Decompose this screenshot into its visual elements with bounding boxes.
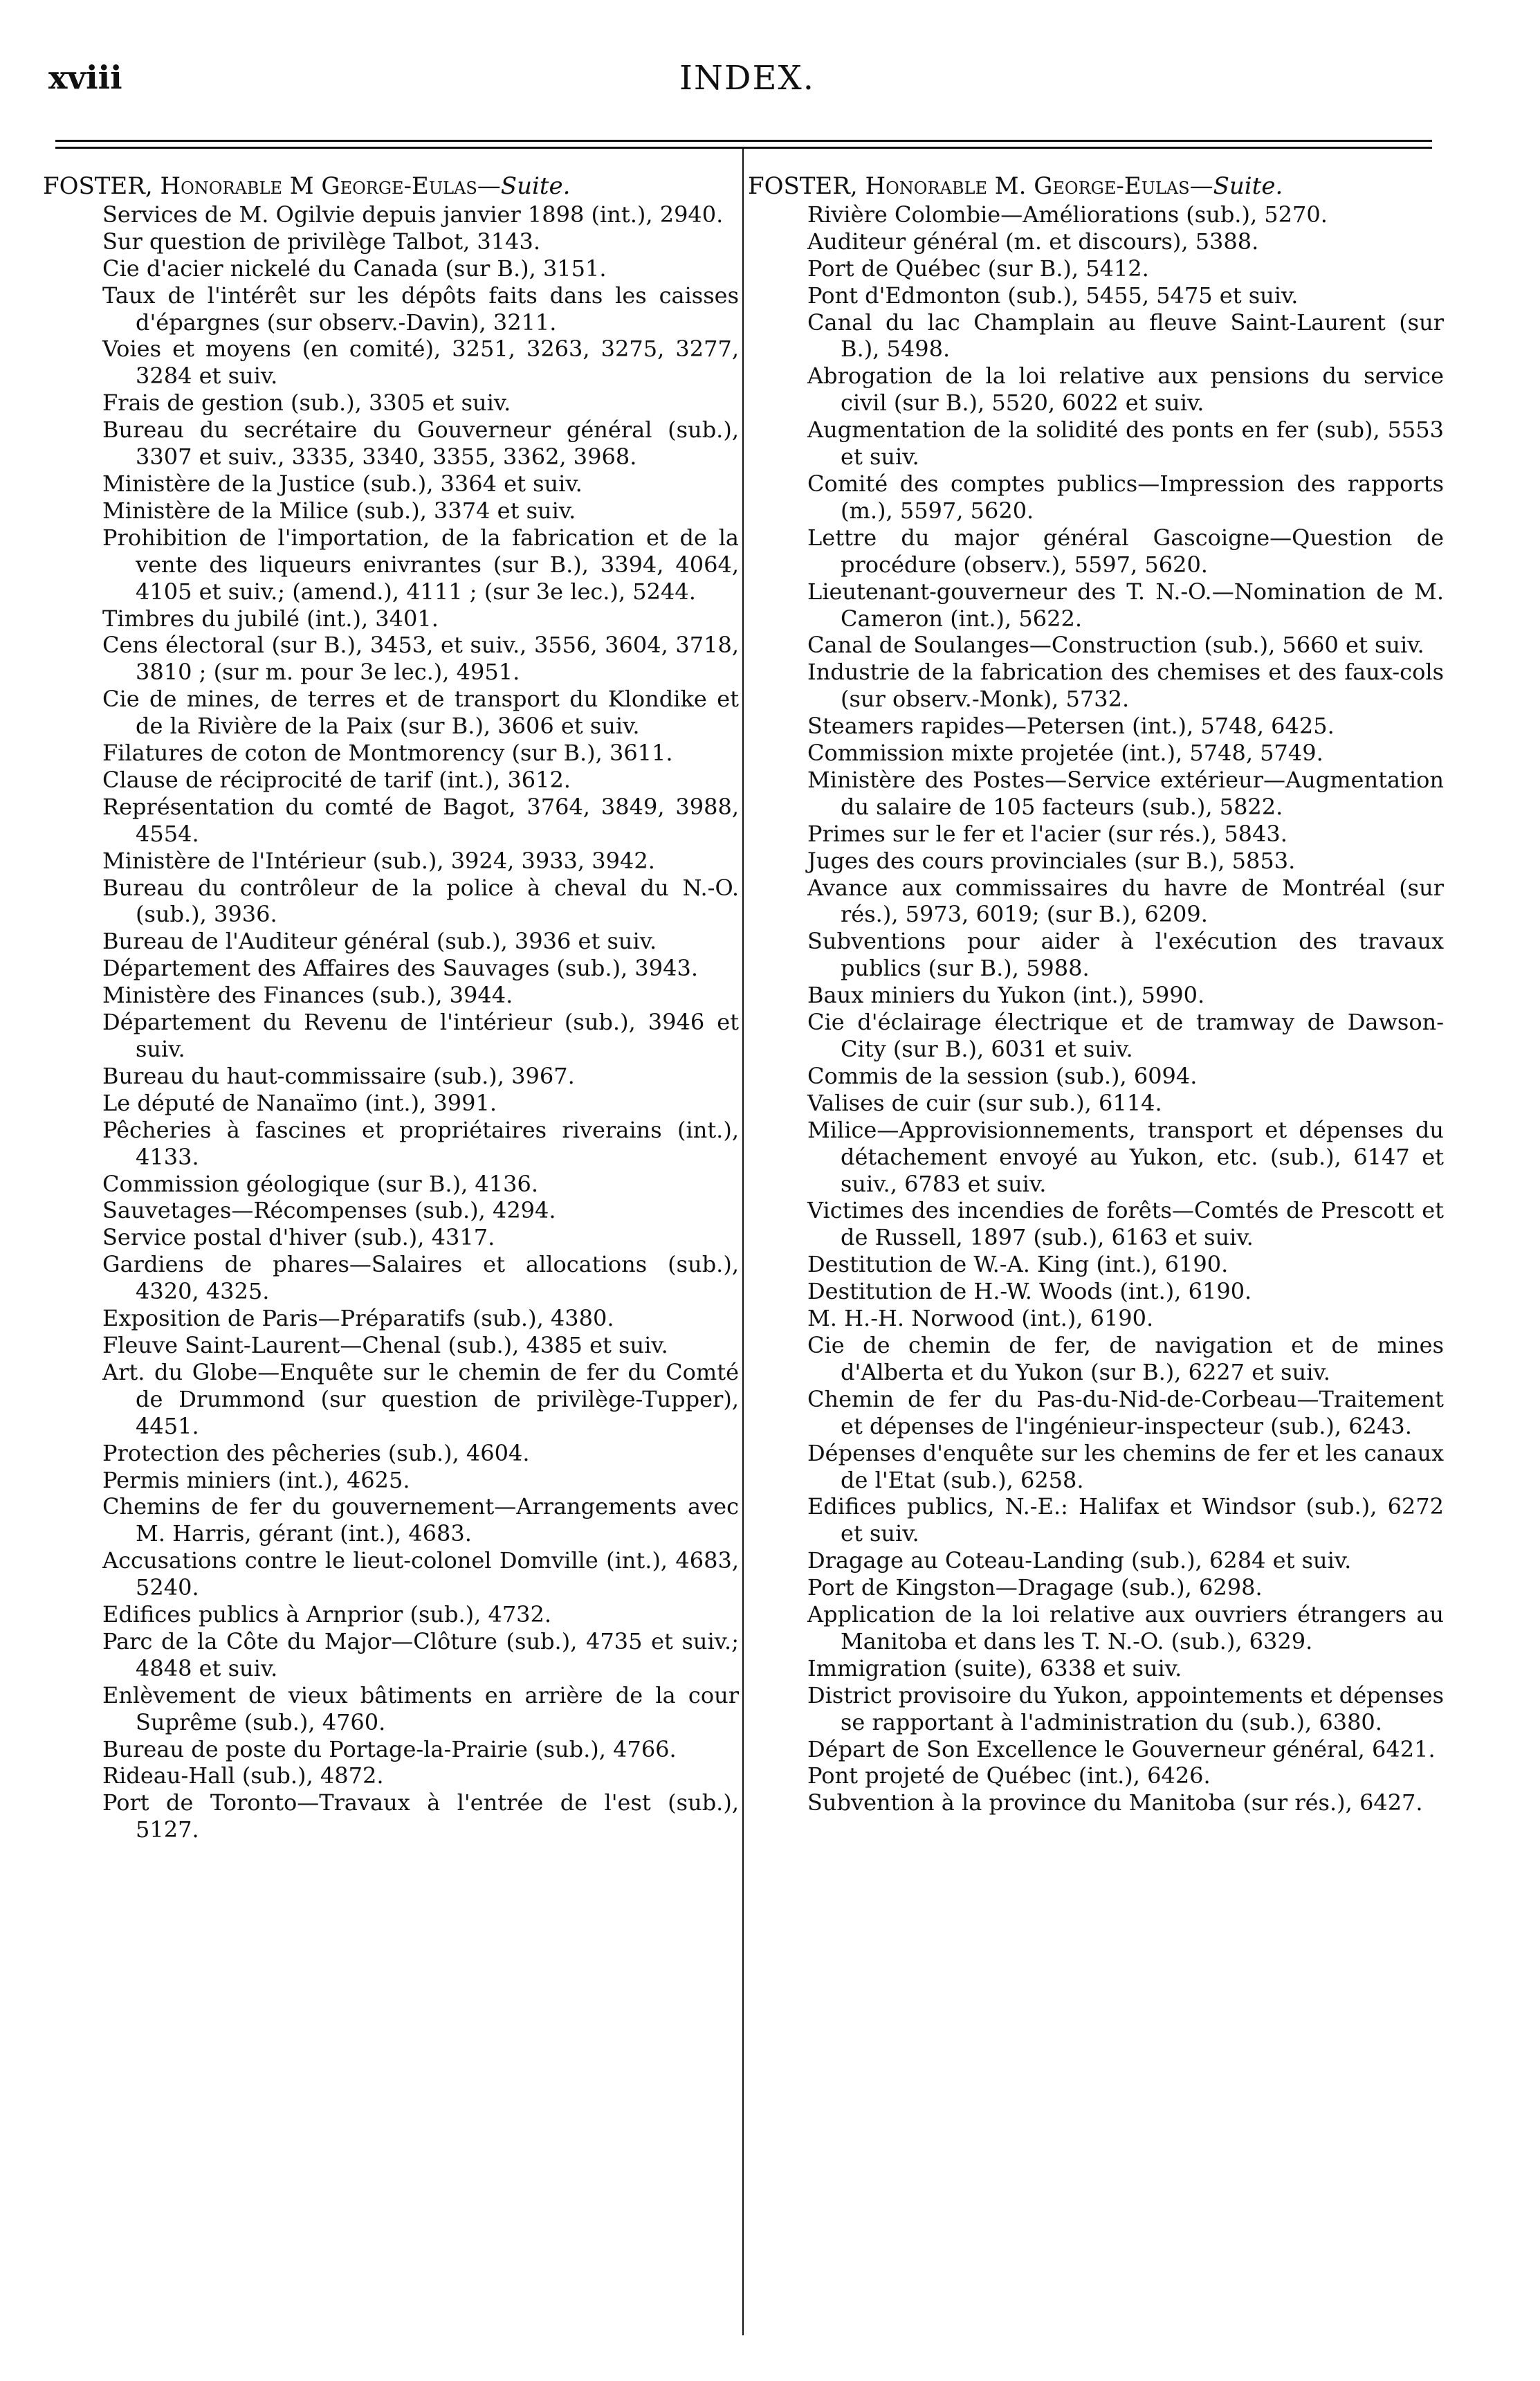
index-entry: Port de Toronto—Travaux à l'entrée de l'est (sub.), 5127. [102, 1789, 739, 1843]
index-entry: Abrogation de la loi relative aux pensions du service civil (sur B.), 5520, 6022 et suiv. [807, 363, 1444, 417]
index-entry: Pont d'Edmonton (sub.), 5455, 5475 et suiv. [807, 282, 1299, 309]
index-entry: Cie d'acier nickelé du Canada (sur B.), 3151. [102, 255, 607, 282]
index-entry: Exposition de Paris—Préparatifs (sub.), 4380. [102, 1305, 614, 1332]
index-entry: Département du Revenu de l'intérieur (sub.), 3946 et suiv. [102, 1009, 739, 1062]
index-entry: Immigration (suite), 6338 et suiv. [807, 1654, 1182, 1681]
index-entry: Dépenses d'enquête sur les chemins de fer et les canaux de l'Etat (sub.), 6258. [807, 1439, 1444, 1493]
index-entry: Cie d'éclairage électrique et de tramway de Dawson-City (sur B.), 6031 et suiv. [807, 1009, 1444, 1062]
page-number: xviii [48, 59, 122, 96]
index-entry: Voies et moyens (en comité), 3251, 3263, 3275, 3277, 3284 et suiv. [102, 336, 739, 390]
index-entry: Bureau de poste du Portage-la-Prairie (sub.), 4766. [102, 1735, 677, 1762]
page-title: INDEX. [679, 59, 815, 98]
index-entry: Parc de la Côte du Major—Clôture (sub.), 4735 et suiv.; 4848 et suiv. [102, 1627, 739, 1681]
index-entry: Timbres du jubilé (int.), 3401. [102, 605, 439, 632]
index-entry: Clause de réciprocité de tarif (int.), 3612. [102, 766, 571, 793]
index-entry: Ministère des Postes—Service extérieur—Augmentation du salaire de 105 facteurs (sub.), 5822. [807, 766, 1444, 820]
column-divider [742, 149, 744, 2335]
index-entry: Subvention à la province du Manitoba (sur rés.), 6427. [807, 1789, 1423, 1816]
index-entry: Le député de Nanaïmo (int.), 3991. [102, 1089, 497, 1116]
index-entry: Ministère de la Milice (sub.), 3374 et suiv. [102, 497, 576, 524]
index-entry: Milice—Approvisionnements, transport et dépenses du détachement envoyé au Yukon, etc. (sub.), 6147 et suiv., 6783 et suiv. [807, 1116, 1444, 1197]
index-entry: M. H.-H. Norwood (int.), 6190. [807, 1305, 1154, 1332]
index-entry: Ministère de la Justice (sub.), 3364 et suiv. [102, 470, 583, 497]
index-entry: Prohibition de l'importation, de la fabrication et de la vente des liqueurs enivrantes (sur B.), 3394, 4064, 4105 et suiv.; (amend.), 4111 ; (sur 3e lec.), 5244. [102, 524, 739, 605]
index-entry: Application de la loi relative aux ouvriers étrangers au Manitoba et dans les T. N.-O. (sub.), 6329. [807, 1601, 1444, 1654]
heading-honorific: Honorable M George-Eulas [160, 172, 477, 200]
index-entry: Subventions pour aider à l'exécution des travaux publics (sur B.), 5988. [807, 928, 1444, 982]
index-entry: Canal du lac Champlain au fleuve Saint-Laurent (sur B.), 5498. [807, 309, 1444, 363]
index-entry: Commission mixte projetée (int.), 5748, 5749. [807, 740, 1323, 767]
header-rule-bottom [55, 147, 1432, 149]
index-entry: Cie de mines, de terres et de transport du Klondike et de la Rivière de la Paix (sur B.), 3606 et suiv. [102, 686, 739, 740]
index-entry: Bureau du haut-commissaire (sub.), 3967. [102, 1062, 575, 1089]
index-entry: Lettre du major général Gascoigne—Question de procédure (observ.), 5597, 5620. [807, 524, 1444, 578]
index-entry: Département des Affaires des Sauvages (sub.), 3943. [102, 955, 699, 982]
index-entry: Sur question de privilège Talbot, 3143. [102, 228, 541, 255]
index-entry: Art. du Globe—Enquête sur le chemin de fer du Comté de Drummond (sur question de privilège-Tupper), 4451. [102, 1358, 739, 1439]
index-entry: Edifices publics, N.-E.: Halifax et Windsor (sub.), 6272 et suiv. [807, 1493, 1444, 1547]
index-entry: Bureau du contrôleur de la police à cheval du N.-O. (sub.), 3936. [102, 874, 739, 928]
heading-honorific: Honorable M. George-Eulas [865, 172, 1190, 200]
index-entry: Commis de la session (sub.), 6094. [807, 1062, 1198, 1089]
index-entry: Services de M. Ogilvie depuis janvier 1898 (int.), 2940. [102, 201, 724, 228]
index-entry: Bureau du secrétaire du Gouverneur général (sub.), 3307 et suiv., 3335, 3340, 3355, 3362, 3968. [102, 417, 739, 471]
index-entry: Permis miniers (int.), 4625. [102, 1466, 410, 1493]
index-entry: Protection des pêcheries (sub.), 4604. [102, 1439, 530, 1466]
index-entry: Rideau-Hall (sub.), 4872. [102, 1762, 384, 1789]
right-entries-list [807, 201, 1444, 1816]
index-entry: Lieutenant-gouverneur des T. N.-O.—Nomination de M. Cameron (int.), 5622. [807, 578, 1444, 632]
index-entry: Bureau de l'Auditeur général (sub.), 3936 et suiv. [102, 928, 657, 955]
index-entry: Valises de cuir (sur sub.), 6114. [807, 1089, 1162, 1116]
heading-name: FOSTER, [748, 172, 858, 200]
index-entry: Dragage au Coteau-Landing (sub.), 6284 et suiv. [807, 1547, 1352, 1574]
index-entry: Chemin de fer du Pas-du-Nid-de-Corbeau—Traitement et dépenses de l'ingénieur-inspecteur (sub.), 6243. [807, 1385, 1444, 1439]
index-entry: Gardiens de phares—Salaires et allocations (sub.), 4320, 4325. [102, 1251, 739, 1305]
index-entry: Destitution de H.-W. Woods (int.), 6190. [807, 1278, 1252, 1305]
right-column [748, 172, 1444, 1816]
index-entry: Baux miniers du Yukon (int.), 5990. [807, 982, 1205, 1009]
index-entry: Canal de Soulanges—Construction (sub.), 5660 et suiv. [807, 632, 1424, 659]
heading-name: FOSTER, [43, 172, 153, 200]
index-entry: Taux de l'intérêt sur les dépôts faits dans les caisses d'épargnes (sur observ.-Davin), 3211. [102, 282, 739, 336]
index-entry: Comité des comptes publics—Impression des rapports (m.), 5597, 5620. [807, 470, 1444, 524]
index-entry: Ministère de l'Intérieur (sub.), 3924, 3933, 3942. [102, 847, 655, 874]
index-entry: Industrie de la fabrication des chemises et des faux-cols (sur observ.-Monk), 5732. [807, 659, 1444, 713]
header-rule-top [55, 140, 1432, 142]
index-entry: Port de Québec (sur B.), 5412. [807, 255, 1149, 282]
index-entry: Augmentation de la solidité des ponts en fer (sub), 5553 et suiv. [807, 417, 1444, 471]
index-entry: Edifices publics à Arnprior (sub.), 4732. [102, 1601, 552, 1628]
right-column-heading [748, 173, 1444, 200]
index-entry: Filatures de coton de Montmorency (sur B.), 3611. [102, 740, 673, 767]
index-entry: Victimes des incendies de forêts—Comtés de Prescott et de Russell, 1897 (sub.), 6163 et suiv. [807, 1197, 1444, 1251]
index-entry: Auditeur général (m. et discours), 5388. [807, 228, 1259, 255]
left-column [43, 172, 739, 1843]
heading-suite: —Suite. [477, 172, 571, 200]
index-entry: Frais de gestion (sub.), 3305 et suiv. [102, 390, 511, 417]
index-entry: Représentation du comté de Bagot, 3764, 3849, 3988, 4554. [102, 793, 739, 847]
page-header [48, 59, 1446, 114]
index-entry: Destitution de W.-A. King (int.), 6190. [807, 1251, 1229, 1278]
index-entry: Fleuve Saint-Laurent—Chenal (sub.), 4385 et suiv. [102, 1331, 668, 1358]
left-column-heading [43, 173, 739, 200]
index-entry: Commission géologique (sur B.), 4136. [102, 1170, 539, 1197]
index-entry: Juges des cours provinciales (sur B.), 5853. [807, 847, 1296, 874]
index-entry: Pont projeté de Québec (int.), 6426. [807, 1762, 1211, 1789]
left-entries-list [102, 201, 739, 1843]
heading-suite: —Suite. [1189, 172, 1283, 200]
index-entry: Steamers rapides—Petersen (int.), 5748, 6425. [807, 713, 1335, 740]
index-entry: Départ de Son Excellence le Gouverneur général, 6421. [807, 1735, 1436, 1762]
index-entry: Rivière Colombie—Améliorations (sub.), 5270. [807, 201, 1328, 228]
index-entry: Pêcheries à fascines et propriétaires riverains (int.), 4133. [102, 1116, 739, 1170]
index-entry: Ministère des Finances (sub.), 3944. [102, 982, 513, 1009]
index-entry: Sauvetages—Récompenses (sub.), 4294. [102, 1197, 556, 1224]
index-entry: Chemins de fer du gouvernement—Arrangements avec M. Harris, gérant (int.), 4683. [102, 1493, 739, 1547]
index-entry: Service postal d'hiver (sub.), 4317. [102, 1224, 495, 1251]
index-entry: Avance aux commissaires du havre de Montréal (sur rés.), 5973, 6019; (sur B.), 6209. [807, 874, 1444, 928]
index-entry: Accusations contre le lieut-colonel Domville (int.), 4683, 5240. [102, 1547, 739, 1601]
index-entry: Primes sur le fer et l'acier (sur rés.), 5843. [807, 820, 1287, 847]
index-entry: Port de Kingston—Dragage (sub.), 6298. [807, 1574, 1263, 1601]
index-entry: Enlèvement de vieux bâtiments en arrière de la cour Suprême (sub.), 4760. [102, 1681, 739, 1735]
index-entry: Cie de chemin de fer, de navigation et de mines d'Alberta et du Yukon (sur B.), 6227 et suiv. [807, 1331, 1444, 1385]
index-entry: Cens électoral (sur B.), 3453, et suiv., 3556, 3604, 3718, 3810 ; (sur m. pour 3e lec.), 4951. [102, 632, 739, 686]
index-entry: District provisoire du Yukon, appointements et dépenses se rapportant à l'administration du (sub.), 6380. [807, 1681, 1444, 1735]
